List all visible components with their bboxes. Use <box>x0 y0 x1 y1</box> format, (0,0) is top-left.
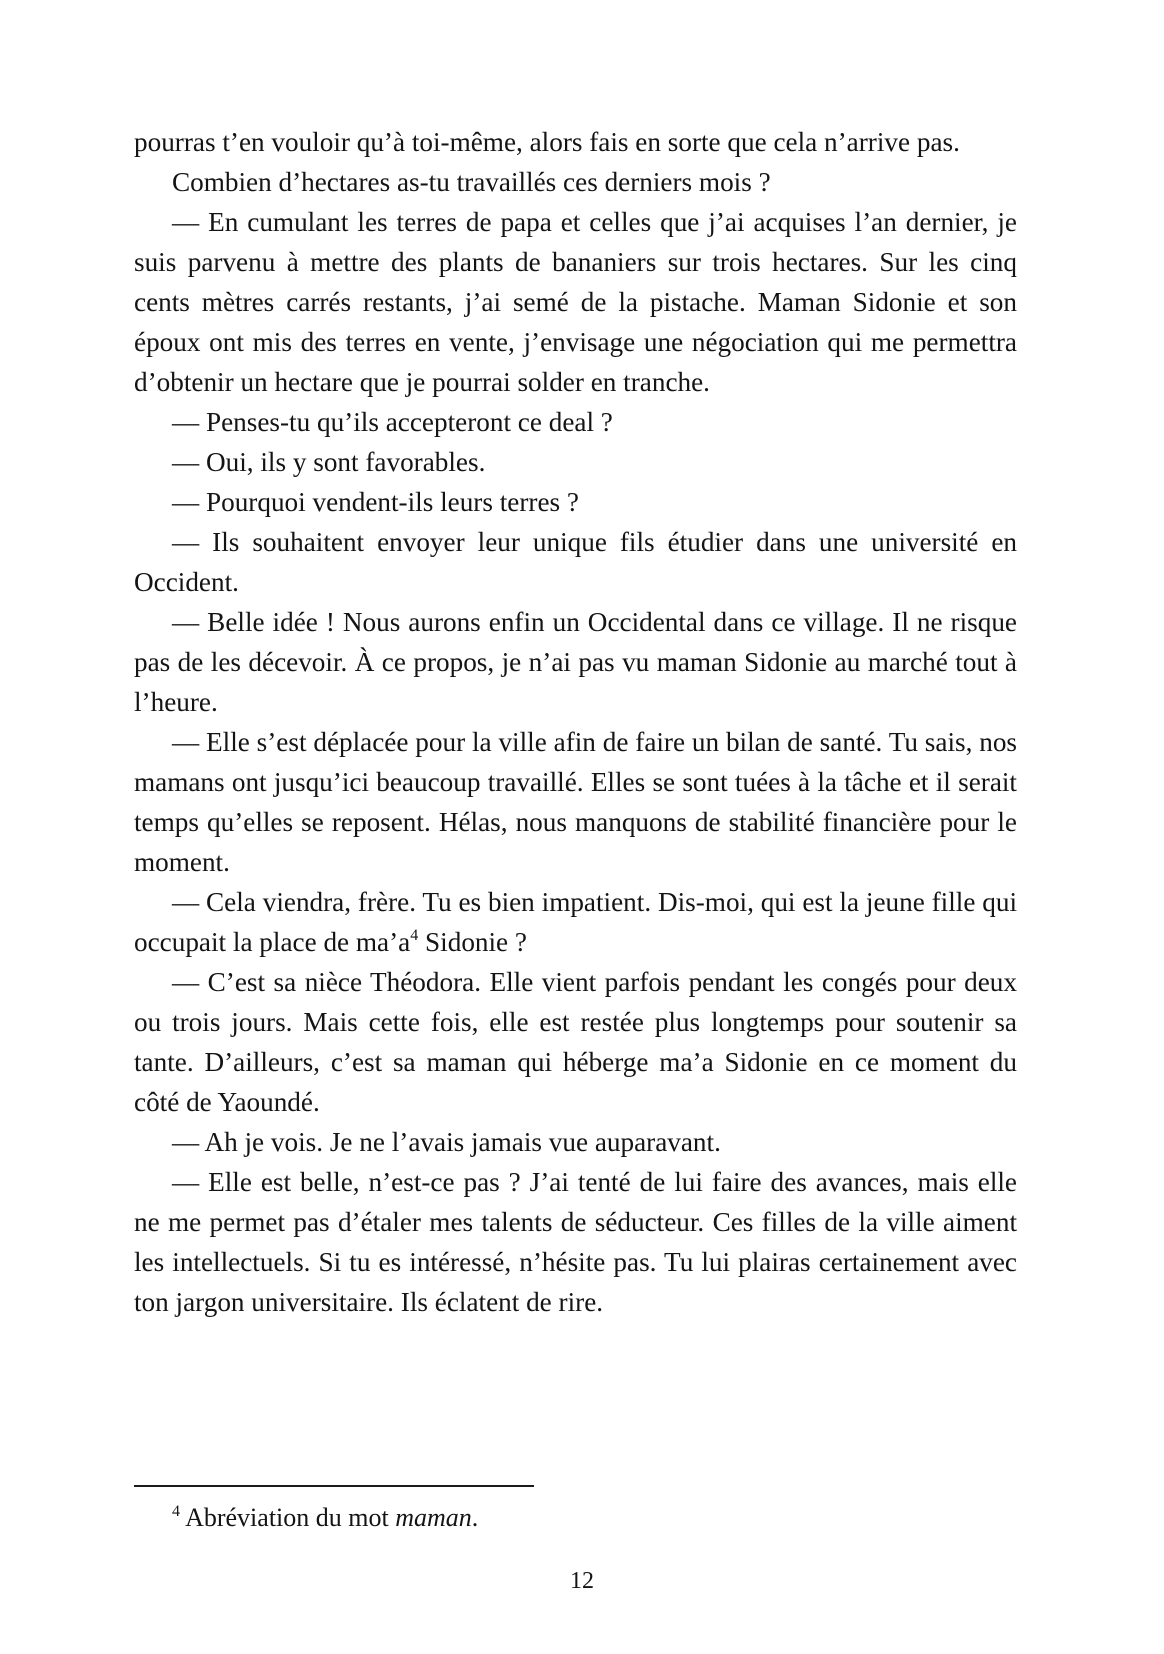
footnote-number: 4 <box>172 1503 180 1520</box>
dialogue-text: — Cela viendra, frère. Tu es bien impatient. Dis-moi, qui est la jeune fille qui occupait la place de ma’a <box>134 887 1017 957</box>
paragraph: Combien d’hectares as-tu travaillés ces derniers mois ? <box>172 167 771 197</box>
footnote-text: Abréviation du mot <box>185 1503 396 1532</box>
dialogue-text: Sidonie ? <box>418 927 527 957</box>
dialogue-line: — En cumulant les terres de papa et celles que j’ai acquises l’an dernier, je suis parvenu à mettre des plants de bananiers sur trois hectares. Sur les cinq cents mètres carrés restants, j’ai semé de la pistache. Maman Sidonie et son époux ont mis des terres en vente, j’envisage une négociation qui me permettra d’obtenir un hectare que je pourrai solder en tranche. <box>134 207 1017 397</box>
footnote <box>172 1502 478 1534</box>
body-text <box>134 122 1017 1322</box>
dialogue-line: — Penses-tu qu’ils accepteront ce deal ? <box>172 407 613 437</box>
dialogue-line: — Oui, ils y sont favorables. <box>172 447 486 477</box>
dialogue-line: — Belle idée ! Nous aurons enfin un Occidental dans ce village. Il ne risque pas de les décevoir. À ce propos, je n’ai pas vu maman Sidonie au marché tout à l’heure. <box>134 607 1017 717</box>
footnote-emphasis: maman <box>395 1503 472 1532</box>
dialogue-line: — Pourquoi vendent-ils leurs terres ? <box>172 487 579 517</box>
footnote-reference[interactable]: 4 <box>410 927 419 944</box>
dialogue-line: — Ah je vois. Je ne l’avais jamais vue auparavant. <box>172 1127 721 1157</box>
paragraph-continuation: pourras t’en vouloir qu’à toi-même, alors fais en sorte que cela n’arrive pas. <box>134 127 960 157</box>
page-number: 12 <box>570 1568 594 1594</box>
dialogue-line-with-footnote <box>134 882 1017 962</box>
dialogue-line: — Elle est belle, n’est-ce pas ? J’ai tenté de lui faire des avances, mais elle ne me permet pas d’étaler mes talents de séducteur. Ces filles de la ville aiment les intellectuels. Si tu es intéressé, n’hésite pas. Tu lui plairas certainement avec ton jargon universitaire. Ils éclatent de rire. <box>134 1167 1017 1317</box>
footnote-end: . <box>471 1503 479 1532</box>
dialogue-line: — C’est sa nièce Théodora. Elle vient parfois pendant les congés pour deux ou trois jours. Mais cette fois, elle est restée plus longtemps pour soutenir sa tante. D’ailleurs, c’est sa maman qui héberge ma’a Sidonie en ce moment du côté de Yaoundé. <box>134 967 1017 1117</box>
dialogue-line: — Ils souhaitent envoyer leur unique fils étudier dans une université en Occident. <box>134 527 1017 597</box>
dialogue-line: — Elle s’est déplacée pour la ville afin de faire un bilan de santé. Tu sais, nos mamans ont jusqu’ici beaucoup travaillé. Elles se sont tuées à la tâche et il serait temps qu’elles se reposent. Hélas, nous manquons de stabilité financière pour le moment. <box>134 727 1017 877</box>
footnote-divider <box>134 1485 534 1487</box>
